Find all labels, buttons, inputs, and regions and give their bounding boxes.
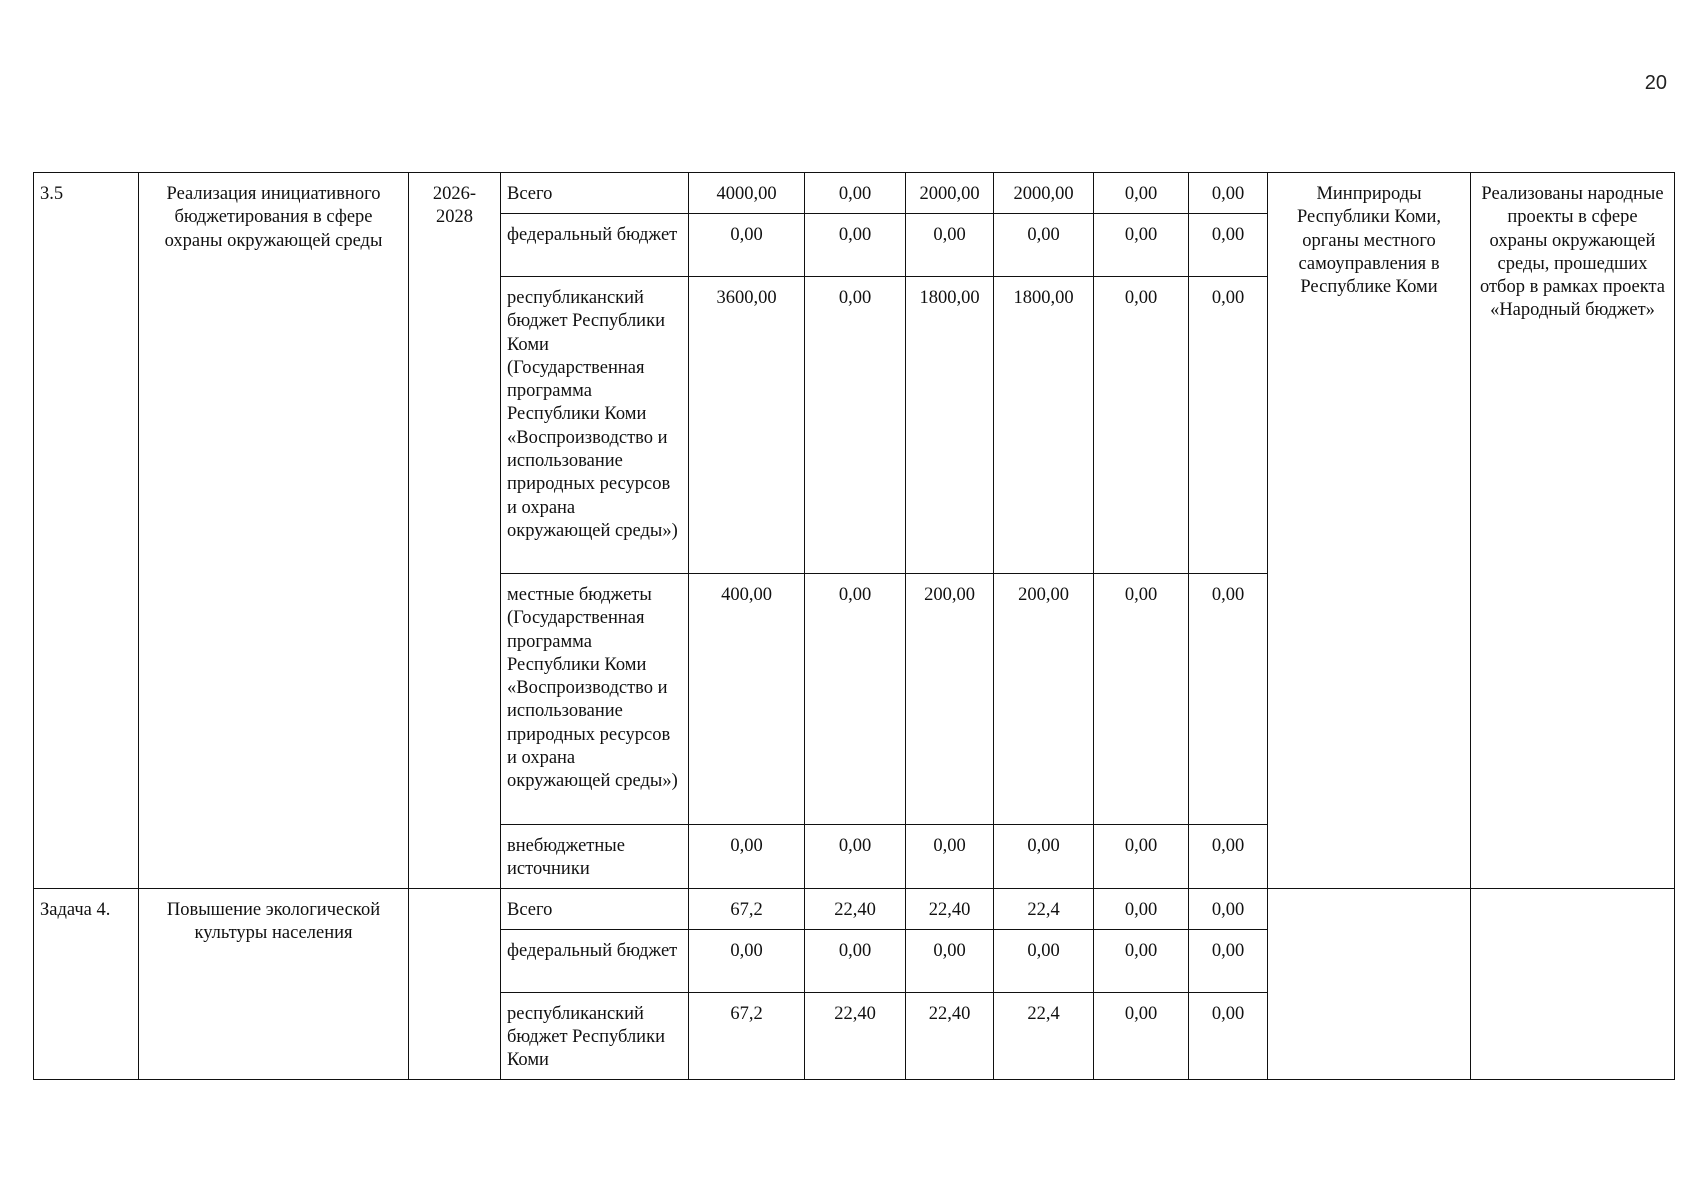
task-code: Задача 4. — [34, 888, 139, 1079]
expected-result — [1471, 888, 1675, 1079]
page-number: 20 — [1644, 72, 1667, 94]
value-cell: 2000,00 — [906, 173, 994, 214]
value-cell: 0,00 — [805, 929, 906, 992]
value-cell: 0,00 — [1094, 825, 1189, 889]
value-cell: 0,00 — [689, 929, 805, 992]
value-cell: 3600,00 — [689, 277, 805, 574]
value-cell: 0,00 — [1094, 574, 1189, 825]
table-row — [34, 173, 1675, 214]
value-cell: 1800,00 — [906, 277, 994, 574]
funding-source: местные бюджеты (Государственная программа Республики Коми «Воспроизводство и использование природных ресурсов и охрана окружающей среды») — [501, 574, 689, 825]
value-cell: 22,4 — [994, 992, 1094, 1079]
value-cell: 0,00 — [1189, 214, 1268, 277]
value-cell: 0,00 — [994, 825, 1094, 889]
expected-result: Реализованы народные проекты в сфере охраны окружающей среды, прошедших отбор в рамках проекта «Народный бюджет» — [1471, 173, 1675, 889]
value-cell: 200,00 — [994, 574, 1094, 825]
value-cell: 0,00 — [1094, 992, 1189, 1079]
funding-source: Всего — [501, 888, 689, 929]
value-cell: 0,00 — [1094, 214, 1189, 277]
value-cell: 0,00 — [1189, 888, 1268, 929]
value-cell: 22,40 — [906, 888, 994, 929]
value-cell: 67,2 — [689, 888, 805, 929]
measure-code: 3.5 — [34, 173, 139, 889]
value-cell: 0,00 — [805, 173, 906, 214]
value-cell: 0,00 — [1094, 277, 1189, 574]
value-cell: 0,00 — [1094, 173, 1189, 214]
value-cell: 0,00 — [1189, 825, 1268, 889]
funding-source: республиканский бюджет Республики Коми (Государственная программа Республики Коми «Воспроизводство и использование природных ресурсов и охрана окружающей среды») — [501, 277, 689, 574]
value-cell: 0,00 — [1189, 277, 1268, 574]
task-name: Повышение экологической культуры населения — [139, 888, 409, 1079]
funding-source: Всего — [501, 173, 689, 214]
value-cell: 0,00 — [906, 929, 994, 992]
value-cell: 0,00 — [805, 825, 906, 889]
funding-source: федеральный бюджет — [501, 929, 689, 992]
value-cell: 4000,00 — [689, 173, 805, 214]
value-cell: 0,00 — [1189, 173, 1268, 214]
value-cell: 0,00 — [1189, 574, 1268, 825]
value-cell: 0,00 — [689, 825, 805, 889]
value-cell: 22,4 — [994, 888, 1094, 929]
value-cell: 400,00 — [689, 574, 805, 825]
value-cell: 0,00 — [805, 574, 906, 825]
value-cell: 0,00 — [906, 825, 994, 889]
value-cell: 0,00 — [906, 214, 994, 277]
responsible-executor: Минприроды Республики Коми, органы местного самоуправления в Республике Коми — [1268, 173, 1471, 889]
measure-name: Реализация инициативного бюджетирования в сфере охраны окружающей среды — [139, 173, 409, 889]
budget-table — [33, 172, 1675, 1080]
value-cell: 2000,00 — [994, 173, 1094, 214]
value-cell: 0,00 — [805, 277, 906, 574]
value-cell: 22,40 — [805, 888, 906, 929]
funding-source: внебюджетные источники — [501, 825, 689, 889]
value-cell: 0,00 — [689, 214, 805, 277]
value-cell: 0,00 — [1189, 929, 1268, 992]
value-cell: 0,00 — [1189, 992, 1268, 1079]
task-period — [409, 888, 501, 1079]
responsible-executor — [1268, 888, 1471, 1079]
funding-source: республиканский бюджет Республики Коми — [501, 992, 689, 1079]
value-cell: 0,00 — [1094, 929, 1189, 992]
value-cell: 22,40 — [906, 992, 994, 1079]
value-cell: 22,40 — [805, 992, 906, 1079]
value-cell: 0,00 — [994, 214, 1094, 277]
value-cell: 0,00 — [994, 929, 1094, 992]
value-cell: 67,2 — [689, 992, 805, 1079]
value-cell: 200,00 — [906, 574, 994, 825]
value-cell: 0,00 — [805, 214, 906, 277]
value-cell: 0,00 — [1094, 888, 1189, 929]
measure-period: 2026-2028 — [409, 173, 501, 889]
table-row — [34, 888, 1675, 929]
funding-source: федеральный бюджет — [501, 214, 689, 277]
value-cell: 1800,00 — [994, 277, 1094, 574]
